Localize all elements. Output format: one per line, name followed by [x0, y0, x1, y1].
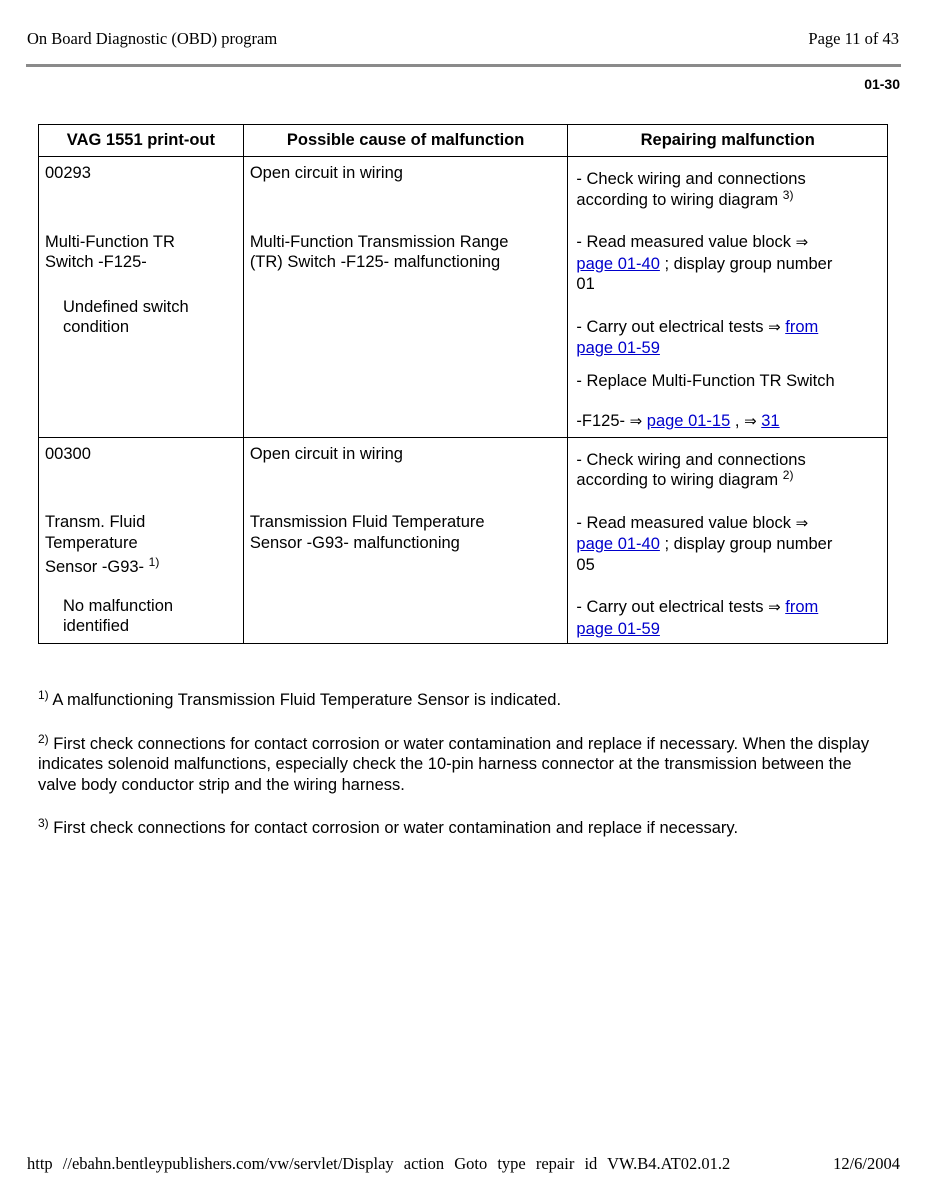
component-name: Multi-Function TR: [45, 232, 175, 251]
repair-step: -F125-: [576, 412, 626, 430]
table-row: [39, 157, 888, 438]
page-link[interactable]: page 01-59: [576, 339, 660, 357]
component-name: Sensor -G93-: [45, 558, 145, 576]
printout-cell: [39, 437, 244, 644]
repair-step: - Carry out electrical tests: [576, 317, 764, 336]
arrow-icon: ⇒: [768, 318, 781, 336]
cause-text: Multi-Function Transmission Range: [249, 232, 509, 251]
footer-url: http //ebahn.bentleypublishers.com/vw/servlet/Display action Goto type repair id VW.B4.AT02.01.2: [27, 1154, 731, 1173]
arrow-icon: ⇒: [629, 413, 643, 430]
fault-condition: No malfunction: [63, 596, 174, 615]
footnote-text: A malfunctioning Transmission Fluid Temperature Sensor is indicated.: [52, 691, 562, 709]
footnote: [38, 818, 888, 839]
repair-step: according to wiring diagram: [576, 190, 779, 209]
page-link[interactable]: 31: [761, 412, 780, 430]
repair-step: ; display group number: [664, 254, 833, 273]
repair-step: ; display group number: [664, 535, 833, 553]
header-divider: [26, 64, 901, 67]
arrow-icon: ⇒: [744, 413, 757, 430]
fault-code: 00293: [45, 164, 91, 182]
footnote-text: First check connections for contact corrosion or water contamination and replace if necessary. When the display indicates solenoid malfunctions, especially check the 10-pin harness connector at the transmission between the valve body conductor strip and the wiring harness.: [38, 734, 870, 794]
table-header-row: [39, 125, 888, 157]
page-link[interactable]: page 01-15: [646, 412, 731, 430]
component-name: Switch -F125-: [45, 253, 147, 271]
footnote-mark: 3): [38, 816, 49, 830]
printout-cell: [39, 157, 244, 438]
from-link[interactable]: from: [785, 317, 819, 336]
link-separator: ,: [734, 412, 740, 430]
footnote: [38, 731, 888, 796]
repair-cell: [568, 157, 888, 438]
footnotes: [38, 690, 888, 862]
cause-text: Open circuit in wiring: [249, 164, 403, 182]
footnote-mark: 2): [38, 731, 49, 746]
page-link[interactable]: page 01-59: [576, 619, 660, 638]
footer-date: 12/6/2004: [833, 1154, 900, 1173]
repair-step: - Check wiring and connections: [576, 170, 806, 188]
page-number: Page 11 of 43: [808, 29, 899, 48]
footnote-ref: 2): [782, 468, 794, 482]
footnote-ref: 3): [782, 187, 794, 202]
repair-step: - Check wiring and connections: [576, 450, 806, 469]
arrow-icon: ⇒: [795, 514, 809, 532]
header-title: On Board Diagnostic (OBD) program: [27, 29, 278, 48]
repair-step: 05: [576, 555, 595, 574]
page-link[interactable]: page 01-40: [576, 535, 660, 553]
fault-condition: identified: [63, 617, 130, 635]
component-name: Temperature: [45, 533, 138, 552]
footnote-mark: 1): [38, 688, 49, 702]
cause-text: Sensor -G93- malfunctioning: [249, 533, 460, 552]
footnote: [38, 690, 888, 711]
cause-cell: [243, 437, 568, 644]
fault-condition: Undefined switch: [63, 297, 189, 316]
footnote-text: First check connections for contact corrosion or water contamination and replace if necessary.: [53, 819, 739, 837]
repair-step: - Read measured value block: [576, 513, 792, 532]
malfunction-table: [38, 124, 888, 644]
cause-text: Transmission Fluid Temperature: [249, 513, 485, 531]
repair-cell: [568, 437, 888, 644]
page-link[interactable]: page 01-40: [576, 254, 660, 273]
arrow-icon: ⇒: [795, 234, 809, 251]
arrow-icon: ⇒: [768, 599, 781, 616]
repair-step: - Read measured value block: [576, 233, 792, 251]
column-header-repair: Repairing malfunction: [568, 125, 888, 157]
repair-step: - Replace Multi-Function TR Switch: [576, 371, 835, 390]
table-row: [39, 437, 888, 644]
repair-step: according to wiring diagram: [576, 471, 779, 489]
cause-text: Open circuit in wiring: [249, 444, 403, 463]
component-name: Transm. Fluid: [45, 513, 146, 531]
section-id: 01-30: [864, 76, 900, 92]
column-header-printout: VAG 1551 print-out: [39, 125, 244, 157]
cause-cell: [243, 157, 568, 438]
footnote-ref: 1): [148, 555, 160, 569]
from-link[interactable]: from: [785, 598, 819, 616]
cause-text: (TR) Switch -F125- malfunctioning: [249, 253, 501, 271]
fault-condition: condition: [63, 318, 130, 336]
repair-step: - Carry out electrical tests: [576, 598, 764, 616]
repair-step: 01: [576, 275, 595, 293]
column-header-cause: Possible cause of malfunction: [243, 125, 568, 157]
fault-code: 00300: [45, 444, 91, 463]
